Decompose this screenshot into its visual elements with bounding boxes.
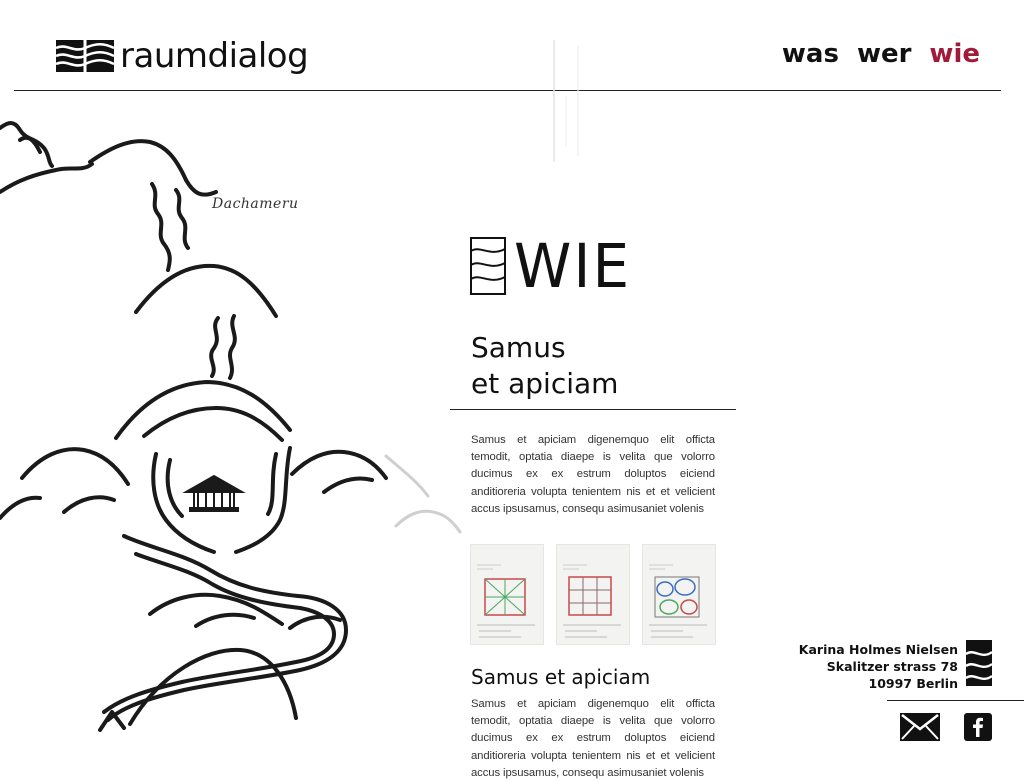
raumdialog-waves-icon — [56, 40, 114, 72]
section-body-text: Samus et apiciam digenemquo elit officta temodit, optatia diaepe is velita que volorro ducimus ex ex estrum doluptos eiciend anditioreria volupta tenientem nis et et velicient accus ipsusamus, consequ asimusaniet volenis — [471, 434, 715, 515]
floor-plan-thumbnail-2[interactable] — [556, 544, 630, 645]
footer-divider — [887, 700, 1024, 701]
section-title: WIE — [514, 230, 632, 302]
contact-street: Skalitzer strass 78 — [826, 659, 958, 674]
sketch-handwritten-label: Dachameru — [212, 196, 299, 212]
section-heading-line-1: Samus — [471, 331, 566, 364]
section-title-block — [470, 230, 632, 302]
nav-item-was[interactable]: was — [781, 39, 839, 69]
nav-item-wie[interactable]: wie — [929, 39, 980, 69]
faint-decoration — [548, 36, 588, 166]
floor-plan-sketch-2-icon — [557, 545, 631, 646]
nav-item-wer[interactable]: wer — [856, 39, 912, 69]
subsection-heading: Samus et apiciam — [471, 665, 651, 689]
raumdialog-waves-icon — [966, 640, 992, 686]
mail-icon[interactable] — [900, 713, 940, 741]
brand-name: raumdialog — [120, 36, 309, 76]
floor-plan-sketch-1-icon — [471, 545, 545, 646]
heading-divider — [450, 409, 736, 410]
contact-name: Karina Holmes Nielsen — [798, 642, 958, 657]
facebook-icon[interactable] — [964, 713, 992, 741]
main-nav — [782, 36, 980, 72]
brand-logo[interactable] — [56, 36, 308, 76]
contact-city: 10997 Berlin — [868, 676, 958, 691]
contact-address — [799, 641, 958, 692]
floor-plan-thumbnail-3[interactable] — [642, 544, 716, 645]
subsection-body-text: Samus et apiciam digenemquo elit officta temodit, optatia diaepe is velita que volorro ducimus ex ex estrum doluptos eiciend anditioreria volupta tenientem nis et et velicient accus ipsusamus, consequ asimusaniet volenis — [471, 698, 715, 779]
section-heading — [471, 330, 731, 402]
thumbnail-strip — [470, 544, 716, 645]
floor-plan-thumbnail-1[interactable] — [470, 544, 544, 645]
floor-plan-sketch-3-icon — [643, 545, 717, 646]
section-heading-line-2: et apiciam — [471, 367, 619, 400]
header-divider — [14, 90, 1001, 91]
raumdialog-waves-icon — [470, 237, 506, 295]
